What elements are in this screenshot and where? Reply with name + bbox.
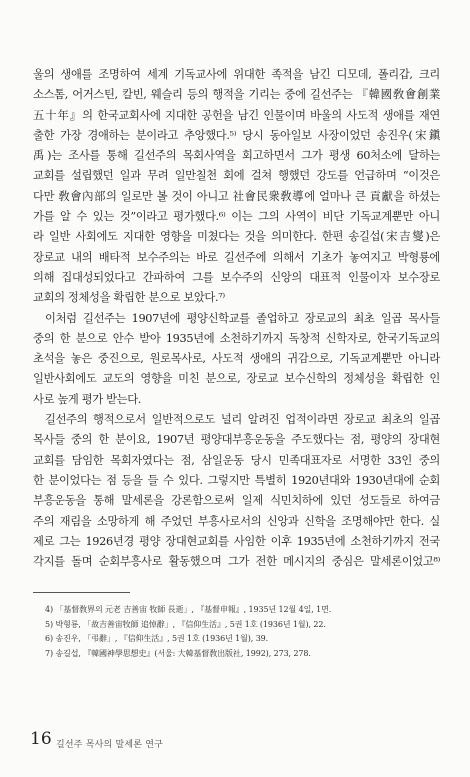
body-line: 五十年』의 한국교회사에 지대한 공헌을 남긴 인물이며 바울의 사도적 생애를 재연 xyxy=(33,108,440,122)
body-line: 부흥운동을 통해 말세론을 강론함으로써 일제 식민치하에 있던 성도들로 하여금 xyxy=(33,494,440,508)
paragraph xyxy=(33,410,440,572)
running-title: 길선주 목사의 말세론 연구 xyxy=(56,740,164,750)
body-line: 교회를 담임한 목회자였다는 점, 삼일운동 당시 민족대표자로 서명한 33인 중의 xyxy=(33,453,440,467)
body-line: 소스톰, 어거스틴, 칼빈, 웨슬리 등의 행적을 기리는 중에 길선주는 『韓國敎會創業 xyxy=(33,88,440,102)
body-line: 교회의 정체성을 확립한 분으로 보았다.⁷⁾ xyxy=(33,291,225,305)
body-line: 한 분이었다는 점 등을 들 수 있다. 그렇지만 특별히 1920년대와 1930년대에 순회 xyxy=(33,473,440,487)
body-line: 길선주의 행적으로서 일반적으로도 널리 알려진 업적이라면 장로교 최초의 일곱 xyxy=(45,413,440,427)
body-line: 출한 가장 경애하는 분이라고 추앙했다.⁵⁾ 당시 동아일보 사장이었던 송진우(宋鎭 xyxy=(33,128,440,142)
footnote: 6) 송진우, 「弔辭」, 『信仰生活』, 5권 1호 (1936년 1월), 39. xyxy=(45,634,269,644)
body-line: 각지를 돌며 순회부흥사로 활동했으며 그가 전한 메시지의 중심은 말세론이었고⁸⁾ xyxy=(33,555,440,569)
body-line: 초석을 놓은 중진으로, 원로목사로, 사도적 생애의 귀감으로, 기독교계뿐만 아니라 xyxy=(33,352,440,366)
body-line: 사로 높게 평가 받는다. xyxy=(33,392,142,406)
body-line: 중의 한 분으로 안수 받아 1935년에 소천하기까지 독창적 신학자로, 한국기독교의 xyxy=(33,331,440,345)
body-line: 의해 집대성되었다고 간파하여 그를 보수주의 신앙의 대표적 인물이자 보수장로 xyxy=(33,270,440,284)
paragraph xyxy=(33,65,440,309)
paragraph xyxy=(33,309,440,410)
main-text xyxy=(33,65,440,572)
body-line: 장로교 내의 배타적 보수주의는 바로 길선주에 의해서 기초가 놓여지고 박형룡에 xyxy=(33,250,440,264)
footnote-divider xyxy=(33,592,130,593)
footnote: 4) 「基督敎界의 元老 吉善宙 牧師 長逝」, 『基督申報』, 1935년 12월 4일, 1면. xyxy=(45,605,332,614)
page-number: 16 xyxy=(30,729,52,749)
body-line: 제로 그는 1926년경 평양 장대현교회를 사임한 이후 1935년에 소천하기까지 전국 xyxy=(33,534,440,548)
body-line: 울의 생애를 조명하여 세계 기독교사에 위대한 족적을 남긴 디모데, 폴리갑, 크리 xyxy=(33,68,440,81)
body-line: 禹)는 조사를 통해 길선주의 목회사역을 회고하면서 그가 평생 60처소에 달하는 xyxy=(33,149,440,163)
body-line: 이처럼 길선주는 1907년에 평양신학교를 졸업하고 장로교의 최초 일곱 목사들 xyxy=(45,311,440,325)
footnote: 5) 박형룡, 「故吉善宙牧師 追悼辭」, 『信仰生活』, 5권 1호 (1936년 1월), 22. xyxy=(45,619,326,629)
body-line: 교회를 설립했던 일과 무려 일만칠천 회에 걸쳐 행했던 강도를 언급하며 “이것은 xyxy=(33,169,440,183)
footnotes xyxy=(45,603,440,661)
body-line: 주의 재림을 소망하게 해 주었던 부흥사로서의 신앙과 신학을 조명해야만 한다. 실 xyxy=(33,514,440,528)
body-line: 목사들 중의 한 분이요, 1907년 평양대부흥운동을 주도했다는 점, 평양의 장대현 xyxy=(33,433,440,447)
footnote: 7) 송길섭, 『韓國神學思想史』(서울: 大韓基督敎出版社, 1992), 273, 278. xyxy=(45,648,311,658)
body-line: 다만 敎會內部의 일로만 볼 것이 아니고 社會民衆敎導에 얼마나 큰 貢獻을 하셨는 xyxy=(33,189,440,203)
body-line: 가를 알 수 있는 것”이라고 평가했다.⁶⁾ 이는 그의 사역이 비단 기독교계뿐만 아니 xyxy=(33,210,440,224)
body-line: 일반사회에도 교도의 영향을 미친 분으로, 장로교 보수신학의 정체성을 확립한 인 xyxy=(33,372,440,386)
body-line: 라 일반 사회에도 지대한 영향을 미쳤다는 것을 의미한다. 한편 송길섭(宋吉燮)은 xyxy=(33,230,440,244)
